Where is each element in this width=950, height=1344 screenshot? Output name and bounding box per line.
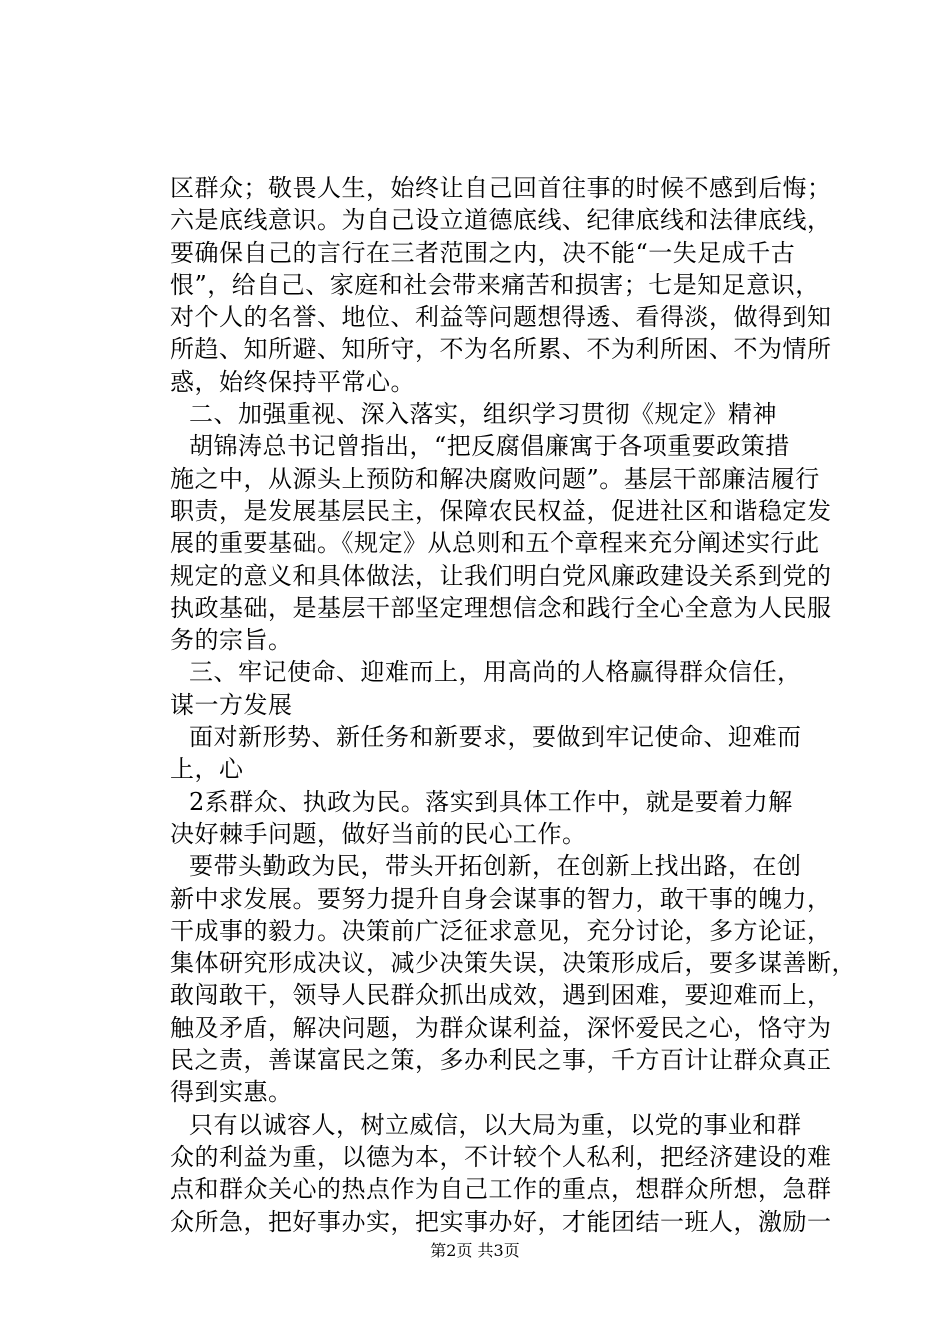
text-line: 得到实惠。 [170, 1078, 293, 1107]
text-line: 干成事的毅力。决策前广泛征求意见，充分讨论，多方论证， [170, 916, 832, 945]
text-line: 惑，始终保持平常心。 [170, 367, 415, 396]
text-line: 恨”，给自己、家庭和社会带来痛苦和损害；七是知足意识， [170, 270, 820, 299]
page-number-footer: 第2页 共3页 [430, 1241, 520, 1260]
text-line: 决好棘手问题，做好当前的民心工作。 [170, 819, 587, 848]
text-line: 三、牢记使命、迎难而上，用高尚的人格赢得群众信任， [189, 658, 802, 687]
text-line: 众所急，把好事办实，把实事办好，才能团结一班人，激励一 [170, 1207, 832, 1236]
text-line: 展的重要基础。《规定》从总则和五个章程来充分阐述实行此 [170, 529, 820, 558]
text-line: 众的利益为重，以德为本，不计较个人私利，把经济建设的难 [170, 1142, 832, 1171]
text-line: 六是底线意识。为自己设立道德底线、纪律底线和法律底线， [170, 206, 832, 235]
text-line: 对个人的名誉、地位、利益等问题想得透、看得淡，做得到知 [170, 303, 832, 332]
text-line: 敢闯敢干，领导人民群众抓出成效，遇到困难，要迎难而上， [170, 981, 832, 1010]
text-line: 触及矛盾，解决问题，为群众谋利益，深怀爱民之心，恪守为 [170, 1013, 832, 1042]
text-line: 集体研究形成决议，减少决策失误，决策形成后，要多谋善断， [170, 949, 856, 978]
text-line: 要带头勤政为民，带头开拓创新，在创新上找出路，在创 [189, 852, 802, 881]
text-line: 面对新形势、新任务和新要求，要做到牢记使命、迎难而 [189, 723, 802, 752]
document-body [170, 172, 856, 1238]
text-line: 2系群众、执政为民。落实到具体工作中，就是要着力解 [189, 787, 793, 816]
text-line: 民之责，善谋富民之策，多办利民之事，千方百计让群众真正 [170, 1046, 832, 1075]
text-line: 胡锦涛总书记曾指出，“把反腐倡廉寓于各项重要政策措 [189, 432, 790, 461]
text-line: 谋一方发展 [170, 690, 293, 719]
text-line: 要确保自己的言行在三者范围之内，决不能“一失足成千古 [170, 238, 796, 267]
text-line: 执政基础，是基层干部坚定理想信念和践行全心全意为人民服 [170, 593, 832, 622]
text-line: 职责，是发展基层民主，保障农民权益，促进社区和谐稳定发 [170, 496, 832, 525]
text-line: 新中求发展。要努力提升自身会谋事的智力，敢干事的魄力， [170, 884, 832, 913]
text-line: 区群众；敬畏人生，始终让自己回首往事的时候不感到后悔； [170, 174, 832, 202]
text-line: 施之中，从源头上预防和解决腐败问题”。基层干部廉洁履行 [170, 464, 820, 493]
text-line: 务的宗旨。 [170, 626, 293, 655]
text-line: 规定的意义和具体做法，让我们明白党风廉政建设关系到党的 [170, 561, 832, 590]
text-line: 所趋、知所避、知所守，不为名所累、不为利所困、不为情所 [170, 335, 832, 364]
text-line: 二、加强重视、深入落实，组织学习贯彻《规定》精神 [189, 400, 777, 429]
text-line: 上，心 [170, 755, 244, 784]
text-line: 只有以诚容人，树立威信，以大局为重，以党的事业和群 [189, 1110, 802, 1139]
text-line: 点和群众关心的热点作为自己工作的重点，想群众所想，急群 [170, 1175, 832, 1204]
